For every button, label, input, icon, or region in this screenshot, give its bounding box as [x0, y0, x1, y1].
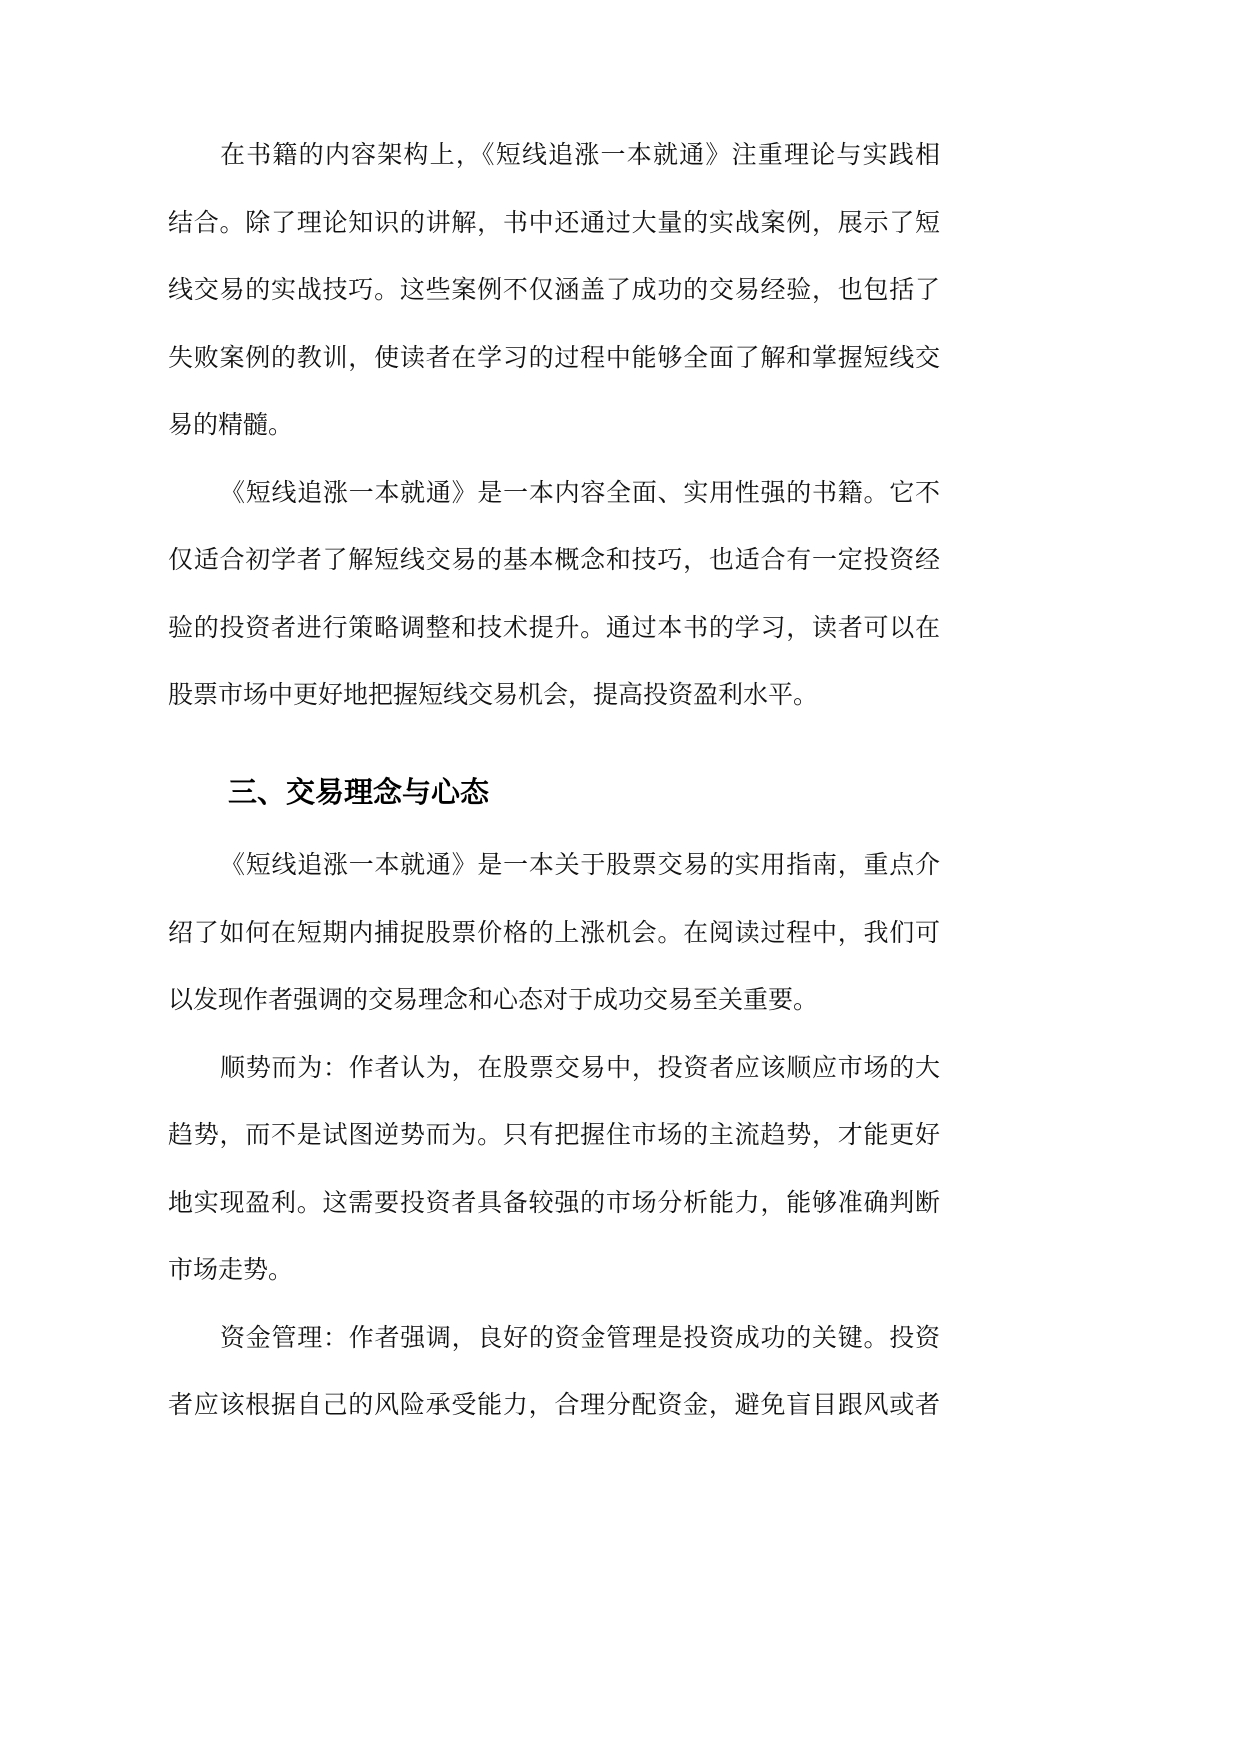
- text-line: 易的精髓。: [168, 410, 294, 439]
- text-line: 资金管理：作者强调，良好的资金管理是投资成功的关键。投资: [220, 1322, 940, 1352]
- text-line: 结合。除了理论知识的讲解，书中还通过大量的实战案例，展示了短: [168, 207, 940, 237]
- text-line: 《短线追涨一本就通》是一本关于股票交易的实用指南，重点介: [220, 850, 940, 879]
- text-line: 《短线追涨一本就通》是一本内容全面、实用性强的书籍。它不: [220, 477, 940, 507]
- document-body: [168, 121, 940, 1439]
- text-line: 者应该根据自己的风险承受能力，合理分配资金，避免盲目跟风或者: [168, 1390, 940, 1419]
- text-line: 失败案例的教训，使读者在学习的过程中能够全面了解和掌握短线交: [168, 342, 940, 372]
- text-line: 股票市场中更好地把握短线交易机会，提高投资盈利水平。: [168, 680, 819, 709]
- paragraph: [168, 121, 940, 459]
- text-line: 以发现作者强调的交易理念和心态对于成功交易至关重要。: [168, 985, 819, 1014]
- paragraph: [168, 1034, 940, 1304]
- section-heading: 三、交易理念与心态: [228, 774, 490, 809]
- paragraph: [168, 1304, 940, 1439]
- text-line: 市场走势。: [168, 1255, 294, 1284]
- text-line: 在书籍的内容架构上，《短线追涨一本就通》注重理论与实践相: [220, 140, 940, 169]
- text-line: 地实现盈利。这需要投资者具备较强的市场分析能力，能够准确判断: [168, 1187, 940, 1217]
- text-line: 仅适合初学者了解短线交易的基本概念和技巧，也适合有一定投资经: [168, 545, 940, 574]
- text-line: 验的投资者进行策略调整和技术提升。通过本书的学习，读者可以在: [168, 612, 940, 642]
- text-line: 绍了如何在短期内捕捉股票价格的上涨机会。在阅读过程中，我们可: [168, 917, 940, 947]
- text-line: 顺势而为：作者认为，在股票交易中，投资者应该顺应市场的大: [220, 1052, 940, 1082]
- paragraph: [168, 831, 940, 1034]
- text-line: 线交易的实战技巧。这些案例不仅涵盖了成功的交易经验，也包括了: [168, 275, 940, 304]
- text-line: 趋势，而不是试图逆势而为。只有把握住市场的主流趋势，才能更好: [168, 1120, 940, 1149]
- paragraph: [168, 459, 940, 729]
